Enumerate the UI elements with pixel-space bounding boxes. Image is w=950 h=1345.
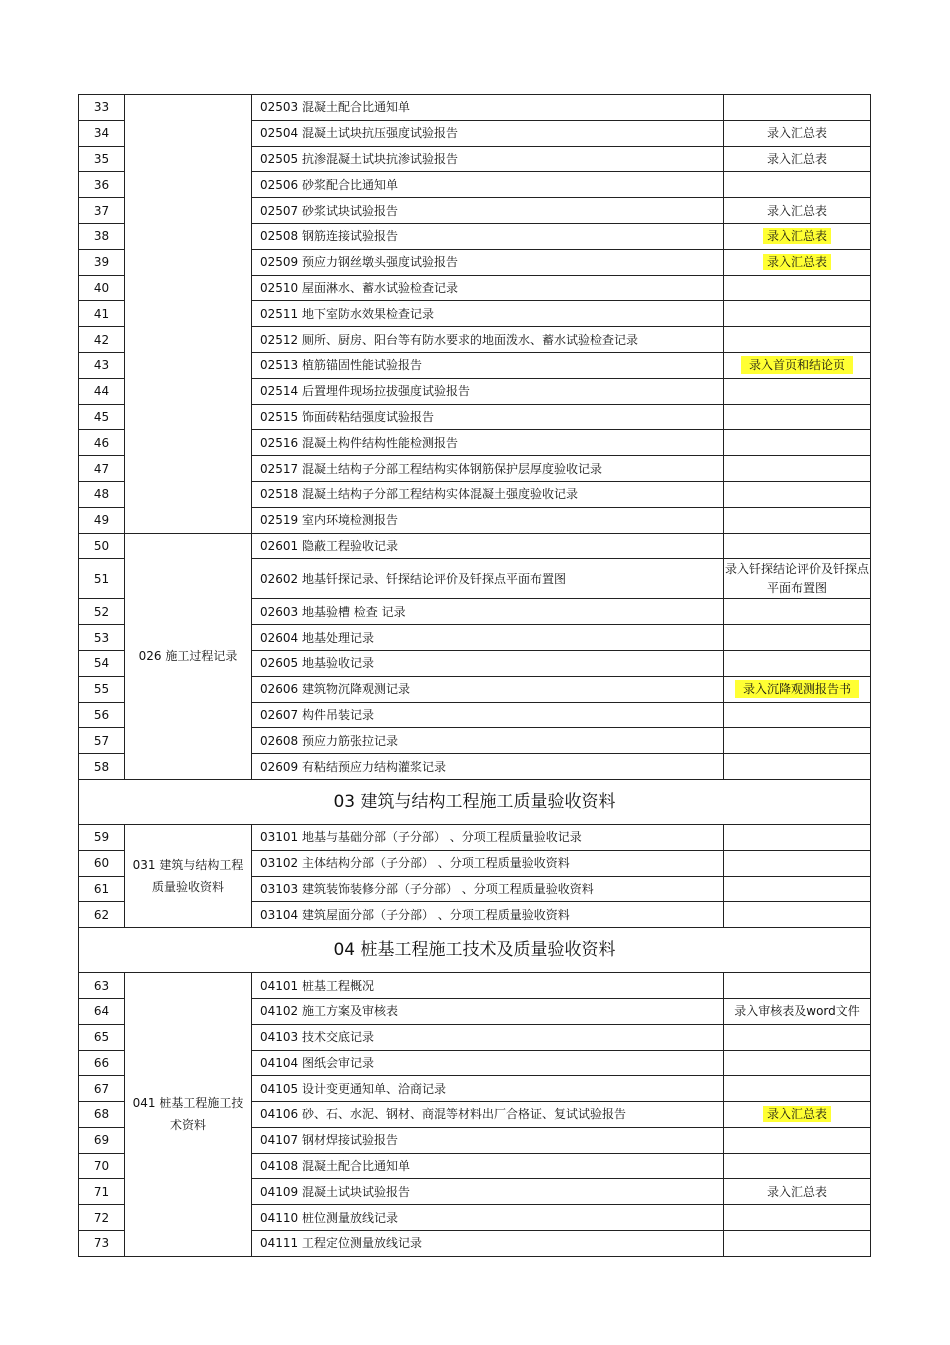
note-cell <box>724 198 871 224</box>
row-number: 65 <box>79 1024 125 1050</box>
record-name: 02601 隐蔽工程验收记录 <box>252 533 724 559</box>
section-header-row <box>79 779 871 824</box>
row-number: 37 <box>79 198 125 224</box>
record-name: 02608 预应力筋张拉记录 <box>252 728 724 754</box>
record-name: 04109 混凝土试块试验报告 <box>252 1179 724 1205</box>
note-cell <box>724 95 871 121</box>
record-name: 02504 混凝土试块抗压强度试验报告 <box>252 120 724 146</box>
note-cell <box>724 456 871 482</box>
record-name: 03104 建筑屋面分部（子分部） 、分项工程质量验收资料 <box>252 902 724 928</box>
note-cell <box>724 650 871 676</box>
note-cell <box>724 876 871 902</box>
note-text: 录入汇总表 <box>766 151 827 166</box>
note-text: 录入钎探结论评价及钎探点平面布置图 <box>724 561 869 595</box>
record-name: 04105 设计变更通知单、洽商记录 <box>252 1076 724 1102</box>
row-number: 45 <box>79 404 125 430</box>
record-name: 02519 室内环境检测报告 <box>252 507 724 533</box>
document-page <box>78 94 870 1257</box>
note-cell <box>724 430 871 456</box>
record-name: 03102 主体结构分部（子分部） 、分项工程质量验收资料 <box>252 850 724 876</box>
row-number: 57 <box>79 728 125 754</box>
note-cell <box>724 702 871 728</box>
records-table <box>78 94 871 1257</box>
row-number: 33 <box>79 95 125 121</box>
row-number: 56 <box>79 702 125 728</box>
row-number: 40 <box>79 275 125 301</box>
row-number: 64 <box>79 998 125 1024</box>
record-name: 02606 建筑物沉降观测记录 <box>252 676 724 702</box>
row-number: 73 <box>79 1231 125 1257</box>
section-title: 03 建筑与结构工程施工质量验收资料 <box>79 779 871 824</box>
record-name: 03101 地基与基础分部（子分部） 、分项工程质量验收记录 <box>252 824 724 850</box>
note-cell <box>724 824 871 850</box>
record-name: 02518 混凝土结构子分部工程结构实体混凝土强度验收记录 <box>252 481 724 507</box>
row-number: 47 <box>79 456 125 482</box>
row-number: 62 <box>79 902 125 928</box>
record-name: 02516 混凝土构件结构性能检测报告 <box>252 430 724 456</box>
row-number: 54 <box>79 650 125 676</box>
record-name: 02507 砂浆试块试验报告 <box>252 198 724 224</box>
note-cell <box>724 249 871 275</box>
note-cell <box>724 481 871 507</box>
row-number: 63 <box>79 973 125 999</box>
row-number: 51 <box>79 559 125 599</box>
note-cell <box>724 1153 871 1179</box>
row-number: 34 <box>79 120 125 146</box>
row-number: 39 <box>79 249 125 275</box>
category-cell: 041 桩基工程施工技术资料 <box>125 973 252 1257</box>
note-cell <box>724 850 871 876</box>
note-cell <box>724 625 871 651</box>
note-text: 录入汇总表 <box>763 228 831 244</box>
note-text: 录入汇总表 <box>766 203 827 218</box>
record-name: 02514 后置埋件现场拉拔强度试验报告 <box>252 378 724 404</box>
note-text: 录入沉降观测报告书 <box>735 680 859 698</box>
row-number: 38 <box>79 223 125 249</box>
row-number: 68 <box>79 1102 125 1128</box>
row-number: 72 <box>79 1205 125 1231</box>
note-cell <box>724 676 871 702</box>
row-number: 43 <box>79 352 125 378</box>
record-name: 02605 地基验收记录 <box>252 650 724 676</box>
note-cell <box>724 902 871 928</box>
record-name: 04103 技术交底记录 <box>252 1024 724 1050</box>
row-number: 46 <box>79 430 125 456</box>
record-name: 02511 地下室防水效果检查记录 <box>252 301 724 327</box>
row-number: 60 <box>79 850 125 876</box>
section-title: 04 桩基工程施工技术及质量验收资料 <box>79 928 871 973</box>
record-name: 02604 地基处理记录 <box>252 625 724 651</box>
record-name: 02515 饰面砖粘结强度试验报告 <box>252 404 724 430</box>
row-number: 36 <box>79 172 125 198</box>
note-cell <box>724 973 871 999</box>
row-number: 59 <box>79 824 125 850</box>
table-row <box>79 824 871 850</box>
row-number: 44 <box>79 378 125 404</box>
note-cell <box>724 352 871 378</box>
record-name: 02609 有粘结预应力结构灌浆记录 <box>252 754 724 780</box>
note-cell <box>724 172 871 198</box>
note-cell <box>724 754 871 780</box>
row-number: 66 <box>79 1050 125 1076</box>
record-name: 02505 抗渗混凝土试块抗渗试验报告 <box>252 146 724 172</box>
record-name: 04101 桩基工程概况 <box>252 973 724 999</box>
record-name: 04104 图纸会审记录 <box>252 1050 724 1076</box>
note-cell <box>724 378 871 404</box>
record-name: 04102 施工方案及审核表 <box>252 998 724 1024</box>
records-table-body <box>79 95 871 1257</box>
note-cell <box>724 533 871 559</box>
record-name: 02607 构件吊装记录 <box>252 702 724 728</box>
row-number: 41 <box>79 301 125 327</box>
table-row <box>79 973 871 999</box>
row-number: 61 <box>79 876 125 902</box>
category-cell: 031 建筑与结构工程质量验收资料 <box>125 824 252 927</box>
note-cell <box>724 1127 871 1153</box>
row-number: 49 <box>79 507 125 533</box>
record-name: 03103 建筑装饰装修分部（子分部） 、分项工程质量验收资料 <box>252 876 724 902</box>
record-name: 02508 钢筋连接试验报告 <box>252 223 724 249</box>
note-text: 录入首页和结论页 <box>741 356 853 374</box>
record-name: 02513 植筋锚固性能试验报告 <box>252 352 724 378</box>
record-name: 04111 工程定位测量放线记录 <box>252 1231 724 1257</box>
row-number: 53 <box>79 625 125 651</box>
note-cell <box>724 998 871 1024</box>
note-cell <box>724 507 871 533</box>
note-cell <box>724 120 871 146</box>
note-cell <box>724 404 871 430</box>
note-cell <box>724 223 871 249</box>
table-row <box>79 533 871 559</box>
note-cell <box>724 1076 871 1102</box>
note-text: 录入汇总表 <box>763 254 831 270</box>
note-cell <box>724 146 871 172</box>
note-cell <box>724 301 871 327</box>
note-cell <box>724 1205 871 1231</box>
note-text: 录入汇总表 <box>763 1106 831 1122</box>
row-number: 50 <box>79 533 125 559</box>
note-text: 录入审核表及word文件 <box>734 1004 860 1019</box>
note-cell <box>724 327 871 353</box>
row-number: 70 <box>79 1153 125 1179</box>
record-name: 04110 桩位测量放线记录 <box>252 1205 724 1231</box>
table-row <box>79 95 871 121</box>
record-name: 02503 混凝土配合比通知单 <box>252 95 724 121</box>
row-number: 69 <box>79 1127 125 1153</box>
note-text: 录入汇总表 <box>766 1184 827 1199</box>
record-name: 02509 预应力钢丝墩头强度试验报告 <box>252 249 724 275</box>
record-name: 02603 地基验槽 检查 记录 <box>252 599 724 625</box>
record-name: 04108 混凝土配合比通知单 <box>252 1153 724 1179</box>
note-cell <box>724 599 871 625</box>
row-number: 42 <box>79 327 125 353</box>
record-name: 02506 砂浆配合比通知单 <box>252 172 724 198</box>
row-number: 52 <box>79 599 125 625</box>
note-cell <box>724 1102 871 1128</box>
record-name: 02517 混凝土结构子分部工程结构实体钢筋保护层厚度验收记录 <box>252 456 724 482</box>
row-number: 35 <box>79 146 125 172</box>
row-number: 58 <box>79 754 125 780</box>
record-name: 02512 厕所、厨房、阳台等有防水要求的地面泼水、蓄水试验检查记录 <box>252 327 724 353</box>
category-cell: 026 施工过程记录 <box>125 533 252 779</box>
row-number: 48 <box>79 481 125 507</box>
note-cell <box>724 728 871 754</box>
note-cell <box>724 1179 871 1205</box>
row-number: 55 <box>79 676 125 702</box>
section-header-row <box>79 928 871 973</box>
note-text: 录入汇总表 <box>766 126 827 141</box>
row-number: 71 <box>79 1179 125 1205</box>
record-name: 04107 钢材焊接试验报告 <box>252 1127 724 1153</box>
note-cell <box>724 275 871 301</box>
note-cell <box>724 1050 871 1076</box>
row-number: 67 <box>79 1076 125 1102</box>
record-name: 04106 砂、石、水泥、钢材、商混等材料出厂合格证、复试试验报告 <box>252 1102 724 1128</box>
note-cell <box>724 1231 871 1257</box>
note-cell <box>724 1024 871 1050</box>
record-name: 02602 地基钎探记录、钎探结论评价及钎探点平面布置图 <box>252 559 724 599</box>
record-name: 02510 屋面淋水、蓄水试验检查记录 <box>252 275 724 301</box>
category-cell <box>125 95 252 534</box>
note-cell <box>724 559 871 599</box>
